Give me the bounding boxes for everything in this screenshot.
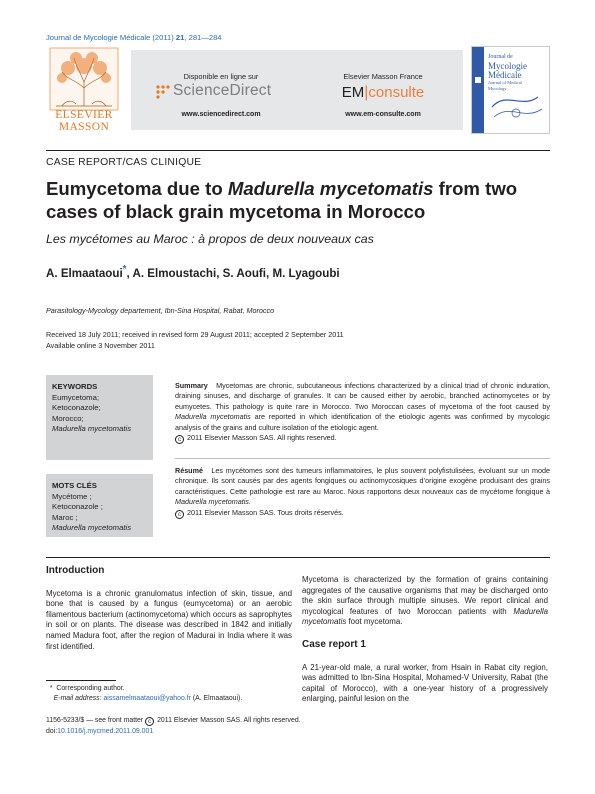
- sd-available-text: Disponible en ligne sur: [183, 72, 259, 81]
- journal-name: Journal de Mycologie Médicale: [46, 33, 151, 42]
- article-dates: [46, 330, 344, 351]
- sd-url[interactable]: www.sciencedirect.com: [181, 111, 261, 118]
- summary-label: Summary: [175, 381, 208, 390]
- em-word-b: consulte: [368, 84, 425, 101]
- email-owner: (A. Elmaataoui).: [192, 695, 243, 702]
- body-rule: [46, 557, 550, 558]
- keywords-box: [46, 375, 153, 460]
- received-dates: Received 18 July 2011; received in revised form 29 August 2011; accepted 2 September 2011: [46, 330, 344, 339]
- first-author[interactable]: A. Elmaataoui: [46, 266, 123, 280]
- sciencedirect-dots-icon: [155, 84, 171, 100]
- copyright-icon: c: [145, 717, 154, 726]
- cover-title-2: Mycologie: [488, 61, 527, 71]
- author-list: [46, 264, 340, 280]
- motscles-box: [46, 474, 153, 537]
- header-rule: [46, 150, 550, 151]
- email-link[interactable]: aissamelmaataoui@yahoo.fr: [103, 695, 191, 702]
- sciencedirect-logo[interactable]: [155, 82, 295, 104]
- resume-label: Résumé: [175, 466, 203, 475]
- case-report-heading: Case report 1: [302, 638, 366, 650]
- footnote-star: *: [49, 685, 53, 692]
- cover-title-1: Journal de: [488, 54, 513, 60]
- issn-text: 1156-5233/$ — see front matter: [46, 717, 144, 724]
- em-word-a: EM: [341, 84, 365, 101]
- keyword-item: Ketoconazole;: [52, 403, 101, 413]
- right-paragraph-1: Mycetoma is characterized by the formation of grains containing aggregates of the causative organisms that may be discharged onto the skin surface through multiple sinuses. We report clinical and mycological features of two Moroccan patients with Madurella mycetomatis foot mycetoma.: [302, 575, 548, 627]
- affiliation: Parasitology-Mycology departement, Ibn-Sina Hospital, Rabat, Morocco: [46, 306, 275, 315]
- introduction-heading: Introduction: [46, 565, 105, 576]
- keywords-heading: KEYWORDS: [52, 382, 98, 391]
- journal-pages: 281—284: [188, 33, 222, 42]
- doi-label: doi:: [46, 727, 58, 735]
- right-column: [302, 575, 548, 705]
- introduction-paragraph: Mycetoma is a chronic granulomatus infection of skin, tissue, and bone that is caused by a fungus (eumycetoma) or an aerobic filamentous bacterium (actinomycetoma) which occurs as saprophytes in soil or on plants. The disease was described in 1842 and initially named Madura foot, after the region of Madurai in India where it was first identified.: [46, 588, 292, 651]
- email-label: E-mail address:: [53, 695, 102, 702]
- abstract-french: Résumé Les mycétomes sont des tumeurs inflammatoires, le plus souvent polyfistulisées, évoluant sur un mode chronique. Ils sont causés par des agents fongiques ou actinomycosiques d’origine exogène produisant des grains caractéristiques. Cette pathologie est rare au Maroc. Nous rapportons deux nouveaux cas de mycétome fongique à Madurella mycetomatis. c 2011 Elsevier Masson SAS. Tous droits réservés.: [175, 466, 550, 518]
- left-column: [46, 566, 292, 652]
- article-section: CASE REPORT/CAS CLINIQUE: [46, 157, 202, 168]
- journal-year: (2011): [152, 33, 174, 42]
- emconsulte-logo[interactable]: EM|consulte: [341, 84, 425, 101]
- em-title: Elsevier Masson France: [343, 72, 423, 81]
- abstract-separator: [175, 458, 550, 459]
- cover-subtitle: Journal of Medical Mycology: [488, 80, 522, 91]
- journal-cover: [471, 46, 550, 134]
- case-report-paragraph: A 21-year-old male, a rural worker, from Hsain in Rabat city region, was admitted to Ibn-Sina Hospital, Mohamed-V University, Rabat (the capital of Morocco), with a one-year history of a progressively enlarging, painful lesion on the: [302, 662, 548, 704]
- footnote: [46, 684, 242, 704]
- summary-copyright: 2011 Elsevier Masson SAS. All rights reserved.: [187, 433, 337, 443]
- keyword-item: Eumycetoma;: [52, 392, 99, 402]
- motcle-item: Ketoconazole ;: [52, 502, 103, 512]
- front-matter: [46, 716, 301, 737]
- journal-volume: 21: [175, 33, 185, 42]
- article-title: Eumycetoma due to Madurella mycetomatis from two cases of black grain mycetoma in Morocco: [46, 178, 518, 222]
- article-subtitle: Les mycétomes au Maroc : à propos de deux nouveaux cas: [46, 232, 374, 246]
- cover-title-3: Médicale: [488, 70, 522, 80]
- copyright-icon: c: [175, 510, 184, 519]
- logo-elsevier-text: ELSEVIER: [55, 109, 113, 121]
- keyword-item: Morocco;: [52, 413, 84, 423]
- journal-citation[interactable]: Journal de Mycologie Médicale (2011) 21, 281—284: [46, 33, 222, 42]
- abstract-english: Summary Mycetomas are chronic, subcutaneous infections characterized by a clinical triad of chronic induration, draining sinuses, and discharge of granules. It can be caused either by aerobic, branched actinomycetes or by eumycetes. This pathology is quite rare in Morocco. Two Moroccan cases of mycetoma of the foot caused by Madurella mycetomatis are reported in which identification of the etiologic agents was confirmed by mycologic analysis of the grains and culture isolation of the etiologic agent. c 2011 Elsevier Masson SAS. All rights reserved.: [175, 381, 550, 444]
- elsevier-masson-logo: [46, 46, 122, 134]
- doi-link[interactable]: 10.1016/j.mycmed.2011.09.001: [57, 727, 154, 735]
- motcle-item: Mycétome ;: [52, 491, 92, 501]
- footnote-rule: [46, 680, 116, 681]
- bottom-copyright: 2011 Elsevier Masson SAS. All rights reserved.: [157, 717, 301, 724]
- online-date: Available online 3 November 2011: [46, 340, 155, 350]
- availability-band: [131, 50, 463, 130]
- other-authors: , A. Elmoustachi, S. Aoufi, M. Lyagoubi: [126, 266, 340, 280]
- motcle-item: Madurella mycetomatis: [52, 523, 132, 533]
- motscles-heading: MOTS CLÉS: [52, 481, 97, 490]
- keyword-item: Madurella mycetomatis: [52, 424, 132, 434]
- logo-masson-text: MASSON: [58, 120, 110, 133]
- resume-copyright: 2011 Elsevier Masson SAS. Tous droits réservés.: [187, 507, 344, 517]
- copyright-icon: c: [175, 435, 184, 444]
- corresponding-star[interactable]: *: [122, 264, 127, 275]
- footnote-label: Corresponding author.: [56, 685, 125, 692]
- title-species: Madurella mycetomatis: [227, 178, 434, 199]
- em-url[interactable]: www.em-consulte.com: [345, 111, 421, 118]
- motcle-item: Maroc ;: [52, 512, 78, 522]
- sciencedirect-wordmark: ScienceDirect: [173, 82, 272, 99]
